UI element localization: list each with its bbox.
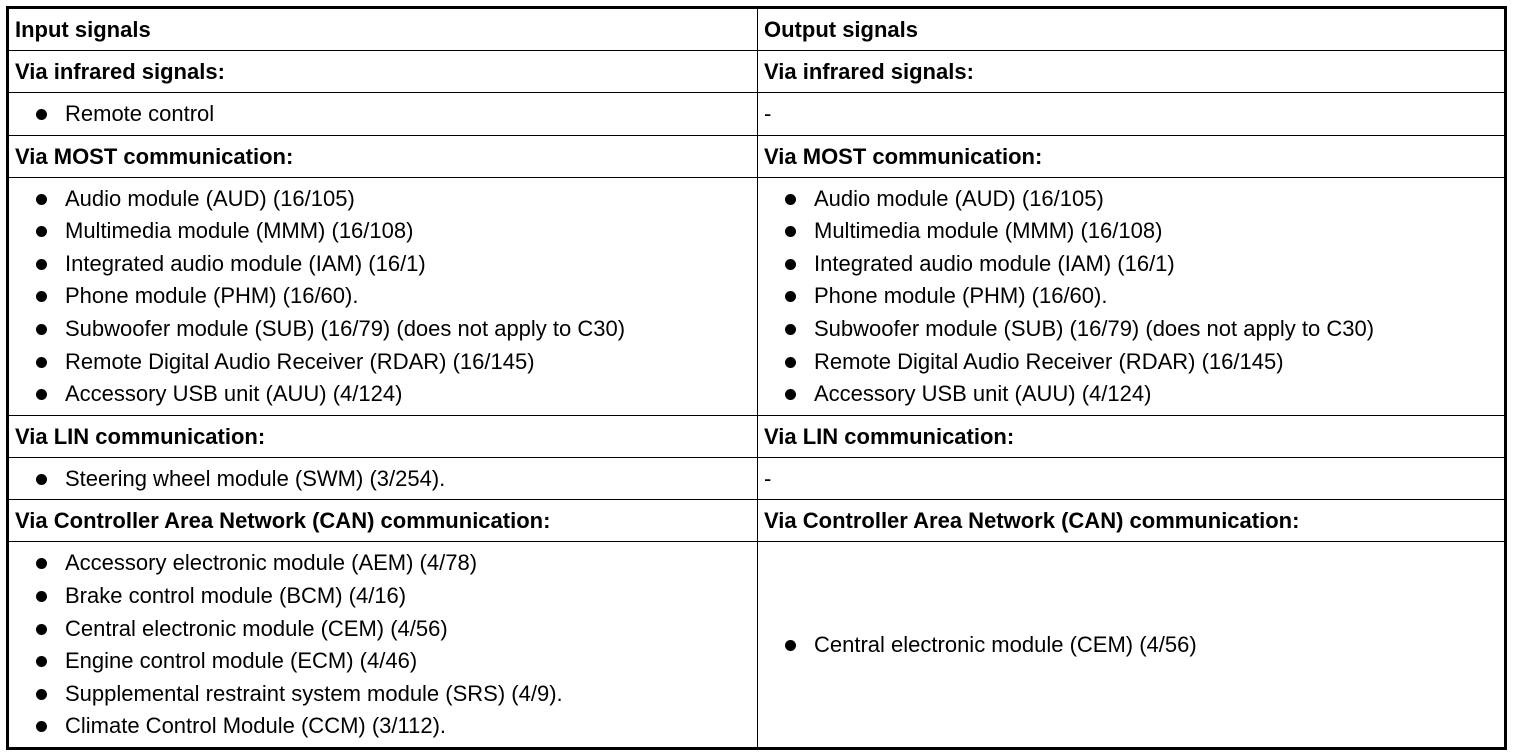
output-signal-list-cell: -	[758, 457, 1506, 500]
bullet-icon	[36, 389, 47, 400]
section-heading-row	[8, 135, 1506, 177]
list-item-label: Steering wheel module (SWM) (3/254).	[65, 465, 446, 491]
list-item-label: Audio module (AUD) (16/105)	[65, 185, 355, 211]
input-section-heading: Via infrared signals:	[8, 51, 758, 93]
list-item-label: Audio module (AUD) (16/105)	[814, 185, 1104, 211]
bullet-icon	[36, 324, 47, 335]
list-item-label: Integrated audio module (IAM) (16/1)	[65, 250, 426, 276]
input-signal-list-cell	[8, 457, 758, 500]
output-section-heading: Via infrared signals:	[758, 51, 1506, 93]
list-item	[15, 280, 751, 313]
output-signal-list-cell	[758, 542, 1506, 749]
bullet-icon	[785, 259, 796, 270]
list-item-label: Engine control module (ECM) (4/46)	[65, 648, 418, 674]
bullet-icon	[36, 558, 47, 569]
output-section-heading: Via Controller Area Network (CAN) communication:	[758, 500, 1506, 542]
list-item	[764, 346, 1498, 379]
bullet-icon	[36, 721, 47, 732]
list-item-label: Multimedia module (MMM) (16/108)	[814, 218, 1163, 244]
input-section-heading: Via Controller Area Network (CAN) communication:	[8, 500, 758, 542]
list-item	[764, 215, 1498, 248]
section-heading-row	[8, 500, 1506, 542]
section-heading-row	[8, 415, 1506, 457]
input-signal-list	[15, 458, 751, 500]
output-signal-list-cell: -	[758, 93, 1506, 136]
output-signal-list	[764, 624, 1498, 666]
list-item-label: Brake control module (BCM) (4/16)	[65, 582, 407, 608]
list-item	[15, 547, 751, 580]
list-item-label: Integrated audio module (IAM) (16/1)	[814, 250, 1175, 276]
bullet-icon	[785, 357, 796, 368]
bullet-icon	[36, 291, 47, 302]
list-item-label: Phone module (PHM) (16/60).	[814, 283, 1108, 309]
bullet-icon	[36, 109, 47, 120]
bullet-icon	[785, 640, 796, 651]
list-item-label: Remote Digital Audio Receiver (RDAR) (16/145)	[65, 348, 535, 374]
bullet-icon	[36, 624, 47, 635]
list-item	[15, 313, 751, 346]
list-item	[15, 183, 751, 216]
bullet-icon	[785, 226, 796, 237]
list-item	[764, 248, 1498, 281]
list-item	[764, 183, 1498, 216]
input-signal-list-cell	[8, 93, 758, 136]
list-item-label: Accessory USB unit (AUU) (4/124)	[65, 381, 403, 407]
section-content-row	[8, 542, 1506, 749]
signals-table-body	[8, 8, 1506, 749]
list-item	[15, 346, 751, 379]
list-item-label: Phone module (PHM) (16/60).	[65, 283, 359, 309]
bullet-icon	[36, 656, 47, 667]
bullet-icon	[36, 226, 47, 237]
bullet-icon	[36, 689, 47, 700]
list-item-label: Accessory electronic module (AEM) (4/78)	[65, 550, 478, 576]
header-row	[8, 8, 1506, 51]
signals-table	[6, 6, 1507, 750]
section-heading-row	[8, 51, 1506, 93]
list-item-label: Subwoofer module (SUB) (16/79) (does not apply to C30)	[814, 315, 1375, 341]
list-item	[15, 215, 751, 248]
section-content-row	[8, 177, 1506, 415]
list-item-label: Central electronic module (CEM) (4/56)	[65, 615, 448, 641]
list-item-label: Climate Control Module (CCM) (3/112).	[65, 713, 447, 739]
bullet-icon	[36, 194, 47, 205]
output-signal-list-cell	[758, 177, 1506, 415]
list-item-label: Multimedia module (MMM) (16/108)	[65, 218, 414, 244]
input-signal-list-cell	[8, 542, 758, 749]
bullet-icon	[36, 357, 47, 368]
list-item	[15, 378, 751, 411]
bullet-icon	[36, 474, 47, 485]
output-signal-list	[764, 178, 1498, 415]
list-item	[764, 378, 1498, 411]
list-item	[15, 248, 751, 281]
list-item-label: Accessory USB unit (AUU) (4/124)	[814, 381, 1152, 407]
list-item-label: Remote Digital Audio Receiver (RDAR) (16/145)	[814, 348, 1284, 374]
input-section-heading: Via LIN communication:	[8, 415, 758, 457]
input-section-heading: Via MOST communication:	[8, 135, 758, 177]
output-signals-header: Output signals	[758, 8, 1506, 51]
list-item	[15, 98, 751, 131]
section-content-row	[8, 93, 1506, 136]
input-signal-list	[15, 178, 751, 415]
list-item	[764, 629, 1498, 662]
bullet-icon	[36, 591, 47, 602]
input-signals-header: Input signals	[8, 8, 758, 51]
bullet-icon	[36, 259, 47, 270]
output-section-heading: Via LIN communication:	[758, 415, 1506, 457]
input-signal-list	[15, 93, 751, 135]
input-signal-list	[15, 542, 751, 747]
output-section-heading: Via MOST communication:	[758, 135, 1506, 177]
input-signal-list-cell	[8, 177, 758, 415]
list-item-label: Central electronic module (CEM) (4/56)	[814, 631, 1197, 657]
bullet-icon	[785, 194, 796, 205]
list-item	[764, 313, 1498, 346]
list-item	[764, 280, 1498, 313]
list-item-label: Subwoofer module (SUB) (16/79) (does not apply to C30)	[65, 315, 626, 341]
list-item	[15, 710, 751, 743]
bullet-icon	[785, 324, 796, 335]
list-item	[15, 678, 751, 711]
list-item	[15, 463, 751, 496]
list-item	[15, 613, 751, 646]
bullet-icon	[785, 291, 796, 302]
list-item	[15, 580, 751, 613]
bullet-icon	[785, 389, 796, 400]
list-item-label: Supplemental restraint system module (SRS) (4/9).	[65, 680, 563, 706]
list-item-label: Remote control	[65, 101, 215, 126]
list-item	[15, 645, 751, 678]
section-content-row	[8, 457, 1506, 500]
